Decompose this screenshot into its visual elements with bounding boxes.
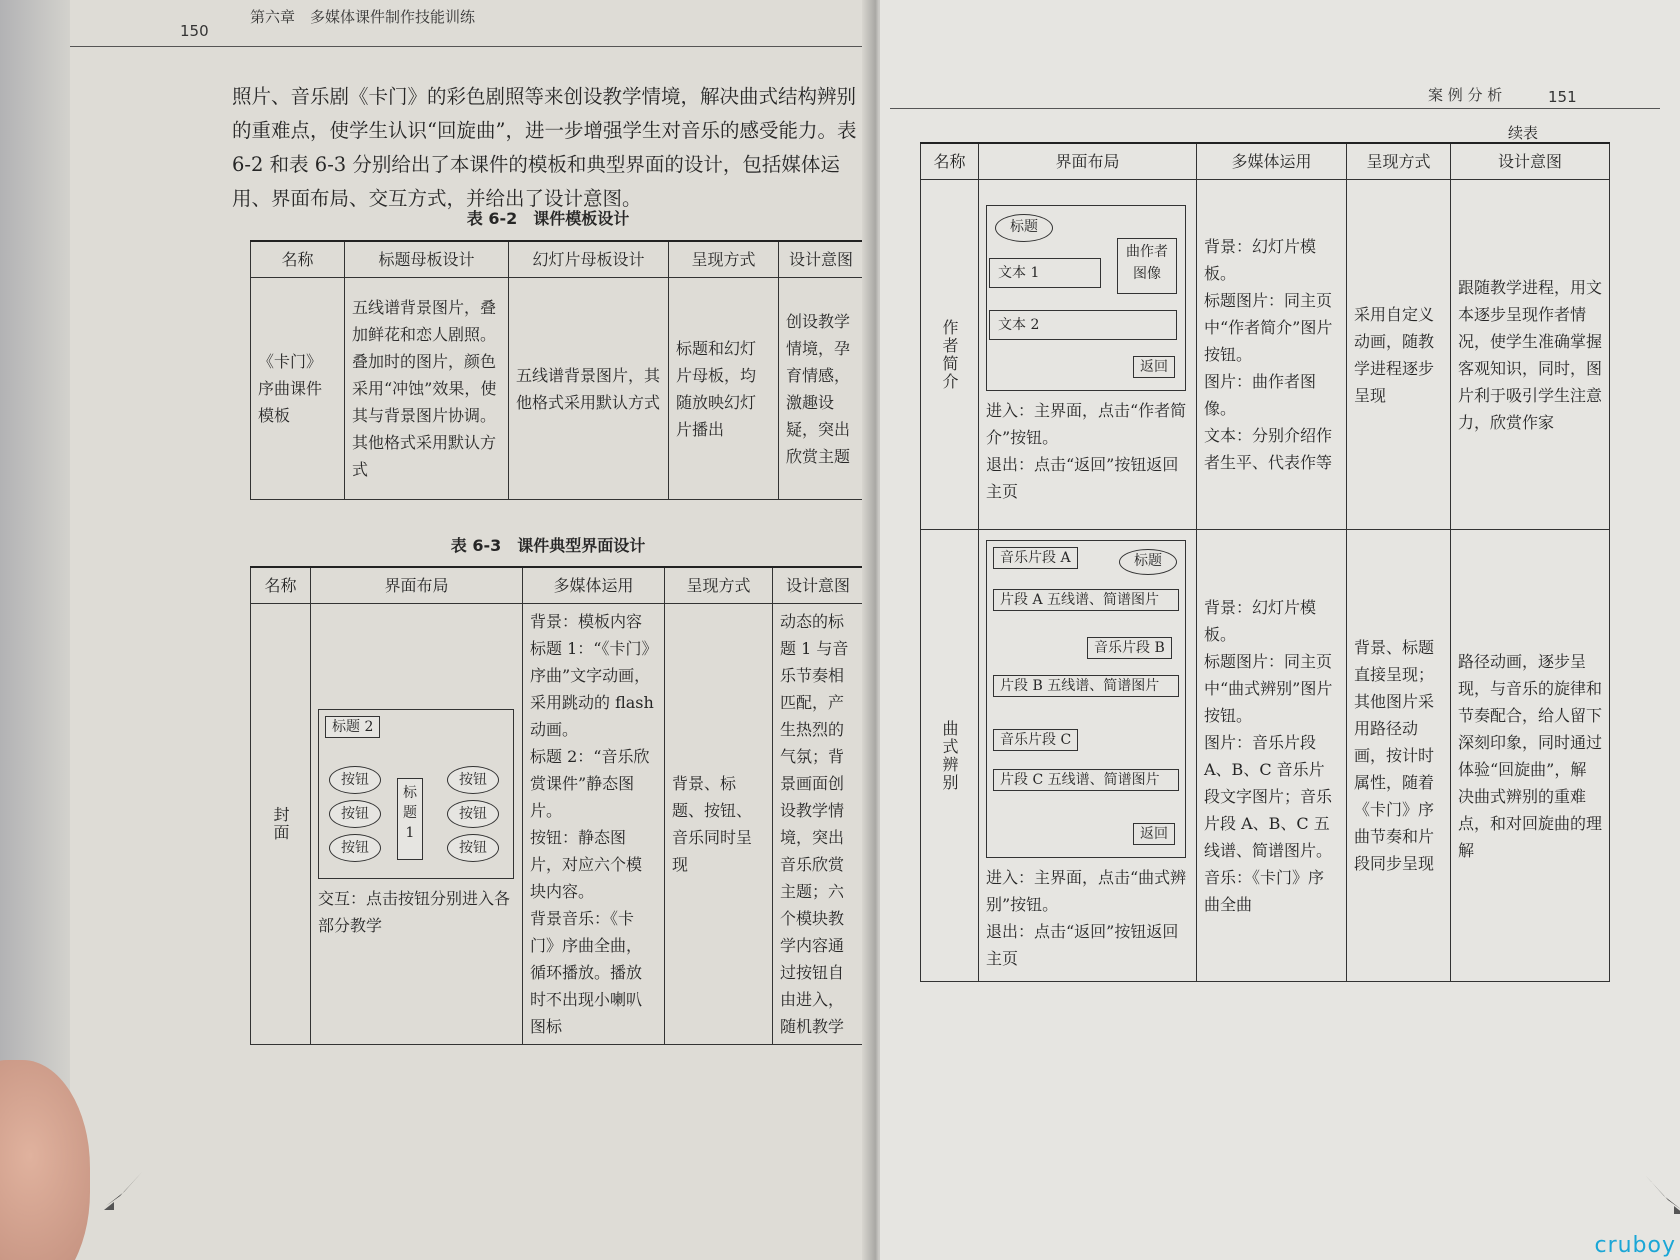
t63-name-text: 封面 <box>271 806 290 842</box>
mock-title: 标题 <box>1119 549 1177 575</box>
mock-button: 按钮 <box>447 766 499 794</box>
tc-row2-name <box>921 530 979 982</box>
tc-row2-name-text: 曲式辨别 <box>940 719 959 792</box>
t62-header-slide-master: 幻灯片母板设计 <box>509 241 669 278</box>
left-running-head: 第六章 多媒体课件制作技能训练 <box>250 8 476 26</box>
t62-cell-slide-master: 五线谱背景图片，其他格式采用默认方式 <box>509 278 669 500</box>
tc-header-name: 名称 <box>921 143 979 180</box>
mock-back-button: 返回 <box>1133 356 1175 378</box>
t63-cell-name <box>251 604 311 1045</box>
table-continued <box>920 142 1610 982</box>
tc-row2-presentation: 背景、标题直接呈现；其他图片采用路径动画，按计时属性，随着《卡门》序曲节奏和片段同步呈现 <box>1347 530 1451 982</box>
t62-cell-presentation: 标题和幻灯片母板，均随放映幻灯片播出 <box>669 278 779 500</box>
right-page-number: 151 <box>1548 88 1577 106</box>
t63-cell-intent: 动态的标题 1 与音乐节奏相匹配，产生热烈的气氛；背景画面创设教学情境，突出音乐欣赏主题；六个模块教学内容通过按钮自由进入，随机教学 <box>773 604 864 1045</box>
header-rule <box>890 108 1660 109</box>
t62-cell-intent: 创设教学情境，孕育情感，激趣设疑，突出欣赏主题 <box>779 278 864 500</box>
tc-header-layout: 界面布局 <box>979 143 1197 180</box>
header-rule <box>70 46 870 47</box>
t62-cell-title-master: 五线谱背景图片，叠加鲜花和恋人剧照。叠加时的图片，颜色采用“冲蚀”效果，使其与背景图片协调。其他格式采用默认方式 <box>345 278 509 500</box>
table-6-2 <box>250 240 864 500</box>
tc-row1-intent: 跟随教学进程，用文本逐步呈现作者情况，使学生准确掌握客观知识，同时，图片利于吸引学生注意力，欣赏作家 <box>1451 180 1610 530</box>
mock-button: 按钮 <box>329 800 381 828</box>
tc-header-intent: 设计意图 <box>1451 143 1610 180</box>
watermark: cruboy <box>1594 1233 1676 1258</box>
right-page <box>880 0 1680 1260</box>
mock-score-b: 片段 B 五线谱、简谱图片 <box>993 675 1179 697</box>
mock-button: 按钮 <box>329 766 381 794</box>
intro-paragraph: 照片、音乐剧《卡门》的彩色剧照等来创设教学情境，解决曲式结构辨别的重难点，使学生认识“回旋曲”，进一步增强学生对音乐的感受能力。表 6-2 和表 6-3 分别给出了本课件的模板和典型界面的设计，包括媒体运用、界面布局、交互方式，并给出了设计意图。 <box>232 85 857 210</box>
thumb-finger <box>0 1060 90 1260</box>
mock-button: 按钮 <box>447 800 499 828</box>
right-running-head: 案 例 分 析 <box>1428 86 1503 104</box>
cover-layout-note: 交互：点击按钮分别进入各部分教学 <box>318 889 511 935</box>
mock-title: 标题 <box>995 214 1053 242</box>
tc-row1-name-text: 作者简介 <box>940 318 959 391</box>
t63-header-name: 名称 <box>251 567 311 604</box>
mock-image: 曲作者图像 <box>1117 238 1177 294</box>
cover-layout-mock <box>318 709 514 879</box>
t62-header-intent: 设计意图 <box>779 241 864 278</box>
author-layout-note: 进入：主界面，点击“作者简介”按钮。 退出：点击“返回”按钮返回主页 <box>986 400 1187 501</box>
t63-header-intent: 设计意图 <box>773 567 864 604</box>
t63-cell-presentation: 背景、标题、按钮、音乐同时呈现 <box>665 604 773 1045</box>
mock-score-c: 片段 C 五线谱、简谱图片 <box>993 769 1179 791</box>
table-6-3-caption: 表 6-3 课件典型界面设计 <box>450 536 646 555</box>
continued-label: 续表 <box>1508 124 1539 142</box>
tc-row2-intent: 路径动画，逐步呈现，与音乐的旋律和节奏配合，给人留下深刻印象，同时通过体验“回旋曲”，解决曲式辨别的重难点，和对回旋曲的理解 <box>1451 530 1610 982</box>
t63-header-presentation: 呈现方式 <box>665 567 773 604</box>
author-layout-mock <box>986 205 1186 391</box>
mock-title2: 标题 2 <box>325 716 380 738</box>
t63-header-layout: 界面布局 <box>311 567 523 604</box>
mock-title1: 标题1 <box>397 778 423 860</box>
tc-row1-presentation: 采用自定义动画，随教学进程逐步呈现 <box>1347 180 1451 530</box>
mock-seg-b: 音乐片段 B <box>1087 637 1172 659</box>
t62-header-presentation: 呈现方式 <box>669 241 779 278</box>
t63-cell-layout <box>311 604 523 1045</box>
tc-row2-media: 背景：幻灯片模板。 标题图片：同主页中“曲式辨别”图片按钮。 图片：音乐片段 A、B、C 音乐片段文字图片；音乐片段 A、B、C 五线谱、简谱图片。 音乐：《卡门》序曲全曲 <box>1197 530 1347 982</box>
t63-cell-media: 背景：模板内容 标题 1：“《卡门》序曲”文字动画，采用跳动的 flash 动画。 标题 2：“音乐欣赏课件”静态图片。 按钮：静态图片，对应六个模块内容。 背景音乐：《卡门》序曲全曲，循环播放。播放时不出现小喇叭图标 <box>523 604 665 1045</box>
mock-text2: 文本 2 <box>989 310 1177 340</box>
t62-header-name: 名称 <box>251 241 345 278</box>
mock-seg-a: 音乐片段 A <box>993 547 1078 569</box>
table-6-3 <box>250 566 864 1045</box>
mock-button: 按钮 <box>329 834 381 862</box>
tc-row2-layout <box>979 530 1197 982</box>
mock-button: 按钮 <box>447 834 499 862</box>
tc-row1-layout <box>979 180 1197 530</box>
quill-icon <box>1640 1170 1680 1218</box>
tc-header-media: 多媒体运用 <box>1197 143 1347 180</box>
t63-header-media: 多媒体运用 <box>523 567 665 604</box>
mock-back-button: 返回 <box>1133 823 1175 845</box>
table-6-2-caption: 表 6-2 课件模板设计 <box>466 209 630 228</box>
form-layout-note: 进入：主界面，点击“曲式辨别”按钮。 退出：点击“返回”按钮返回主页 <box>986 867 1187 968</box>
t62-header-title-master: 标题母板设计 <box>345 241 509 278</box>
mock-seg-c: 音乐片段 C <box>993 729 1078 751</box>
form-layout-mock <box>986 540 1186 858</box>
left-page-number: 150 <box>180 22 209 40</box>
tc-row1-name <box>921 180 979 530</box>
tc-header-presentation: 呈现方式 <box>1347 143 1451 180</box>
mock-text1: 文本 1 <box>989 258 1101 288</box>
t62-cell-name: 《卡门》序曲课件模板 <box>251 278 345 500</box>
mock-score-a: 片段 A 五线谱、简谱图片 <box>993 589 1179 611</box>
quill-icon <box>100 1166 148 1214</box>
tc-row1-media: 背景：幻灯片模板。 标题图片：同主页中“作者简介”图片按钮。 图片：曲作者图像。 文本：分别介绍作者生平、代表作等 <box>1197 180 1347 530</box>
